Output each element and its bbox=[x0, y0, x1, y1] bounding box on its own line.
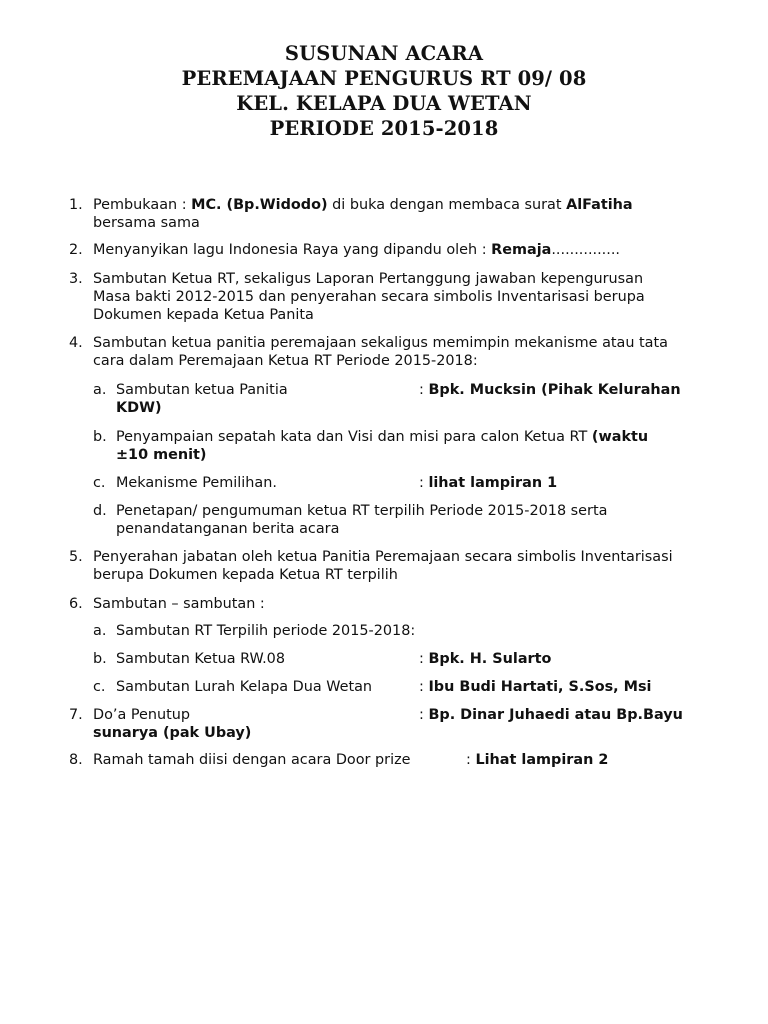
item-7-number: 7. bbox=[69, 707, 83, 723]
item-4a-name: Bpk. Mucksin (Pihak Kelurahan bbox=[428, 382, 681, 398]
item-4-number: 4. bbox=[69, 335, 83, 351]
item-1-mc: MC. (Bp.Widodo) bbox=[191, 197, 328, 213]
item-6b-label: Sambutan Ketua RW.08 bbox=[116, 651, 285, 667]
item-4-line-1: Sambutan ketua panitia peremajaan sekaligus memimpin mekanisme atau tata bbox=[93, 335, 668, 351]
item-1-alfatiha: AlFatiha bbox=[566, 197, 633, 213]
item-3-line-3: Dokumen kepada Ketua Panita bbox=[93, 307, 314, 323]
item-7-label: Do’a Penutup bbox=[93, 707, 191, 723]
item-4b-letter: b. bbox=[93, 429, 107, 445]
item-7-value bbox=[419, 706, 683, 724]
item-4b-line-1 bbox=[116, 428, 648, 446]
item-4c-letter: c. bbox=[93, 475, 106, 491]
item-4b-text: Penyampaian sepatah kata dan Visi dan misi para calon Ketua RT bbox=[116, 429, 592, 445]
item-6-number: 6. bbox=[69, 596, 83, 612]
title-line-2: PEREMAJAAN PENGURUS RT 09/ 08 bbox=[181, 67, 587, 90]
item-6c-letter: c. bbox=[93, 679, 106, 695]
item-4c-lampiran: lihat lampiran 1 bbox=[428, 475, 558, 491]
item-1-text-c: di buka dengan membaca surat bbox=[327, 197, 567, 213]
item-2-line-1 bbox=[93, 241, 620, 259]
item-6c-value bbox=[419, 678, 651, 696]
item-4a-value-line-2: KDW) bbox=[116, 400, 162, 416]
item-6c-colon: : bbox=[419, 679, 429, 695]
item-4d-letter: d. bbox=[93, 503, 107, 519]
item-2-dots: ............... bbox=[551, 242, 620, 258]
item-3-line-2: Masa bakti 2012-2015 dan penyerahan secara simbolis Inventarisasi berupa bbox=[93, 289, 645, 305]
item-8-label: Ramah tamah diisi dengan acara Door prize bbox=[93, 752, 411, 768]
item-6-line-1: Sambutan – sambutan : bbox=[93, 596, 265, 612]
item-4b-line-2: ±10 menit) bbox=[116, 447, 207, 463]
item-4d-line-1: Penetapan/ pengumuman ketua RT terpilih Periode 2015-2018 serta bbox=[116, 503, 608, 519]
item-6b-colon: : bbox=[419, 651, 429, 667]
item-2-number: 2. bbox=[69, 242, 83, 258]
title-line-3: KEL. KELAPA DUA WETAN bbox=[236, 92, 532, 115]
item-4a-colon: : bbox=[419, 382, 429, 398]
item-1-line-2: bersama sama bbox=[93, 215, 200, 231]
item-6b-letter: b. bbox=[93, 651, 107, 667]
item-5-line-2: berupa Dokumen kepada Ketua RT terpilih bbox=[93, 567, 398, 583]
item-4c-value bbox=[419, 474, 557, 492]
item-7-colon: : bbox=[419, 707, 429, 723]
item-1-number: 1. bbox=[69, 197, 83, 213]
title-line-1: SUSUNAN ACARA bbox=[284, 42, 484, 65]
item-8-number: 8. bbox=[69, 752, 83, 768]
item-3-number: 3. bbox=[69, 271, 83, 287]
item-1-line-1 bbox=[93, 196, 633, 214]
item-7-value-line-2: sunarya (pak Ubay) bbox=[93, 725, 252, 741]
item-1-text-a: Pembukaan : bbox=[93, 197, 192, 213]
item-4a-label: Sambutan ketua Panitia bbox=[116, 382, 288, 398]
item-2-text-a: Menyanyikan lagu Indonesia Raya yang dipandu oleh : bbox=[93, 242, 492, 258]
item-4a-value bbox=[419, 381, 681, 399]
item-8-lampiran: Lihat lampiran 2 bbox=[475, 752, 609, 768]
item-2-remaja: Remaja bbox=[491, 242, 552, 258]
item-4-line-2: cara dalam Peremajaan Ketua RT Periode 2015-2018: bbox=[93, 353, 478, 369]
title-line-4: PERIODE 2015-2018 bbox=[269, 117, 499, 140]
item-6a-letter: a. bbox=[93, 623, 107, 639]
item-6b-value bbox=[419, 650, 551, 668]
item-5-line-1: Penyerahan jabatan oleh ketua Panitia Peremajaan secara simbolis Inventarisasi bbox=[93, 549, 673, 565]
item-4a-letter: a. bbox=[93, 382, 107, 398]
item-4d-line-2: penandatanganan berita acara bbox=[116, 521, 340, 537]
item-6c-label: Sambutan Lurah Kelapa Dua Wetan bbox=[116, 679, 373, 695]
item-4b-waktu: (waktu bbox=[591, 429, 649, 445]
item-6c-name: Ibu Budi Hartati, S.Sos, Msi bbox=[428, 679, 652, 695]
item-7-name: Bp. Dinar Juhaedi atau Bp.Bayu bbox=[428, 707, 683, 723]
item-8-colon: : bbox=[466, 752, 476, 768]
item-5-number: 5. bbox=[69, 549, 83, 565]
item-8-value bbox=[466, 751, 608, 769]
item-4c-label: Mekanisme Pemilihan. bbox=[116, 475, 277, 491]
item-3-line-1: Sambutan Ketua RT, sekaligus Laporan Pertanggung jawaban kepengurusan bbox=[93, 271, 644, 287]
item-4c-colon: : bbox=[419, 475, 429, 491]
item-6b-name: Bpk. H. Sularto bbox=[428, 651, 552, 667]
item-6a-label: Sambutan RT Terpilih periode 2015-2018: bbox=[116, 623, 416, 639]
